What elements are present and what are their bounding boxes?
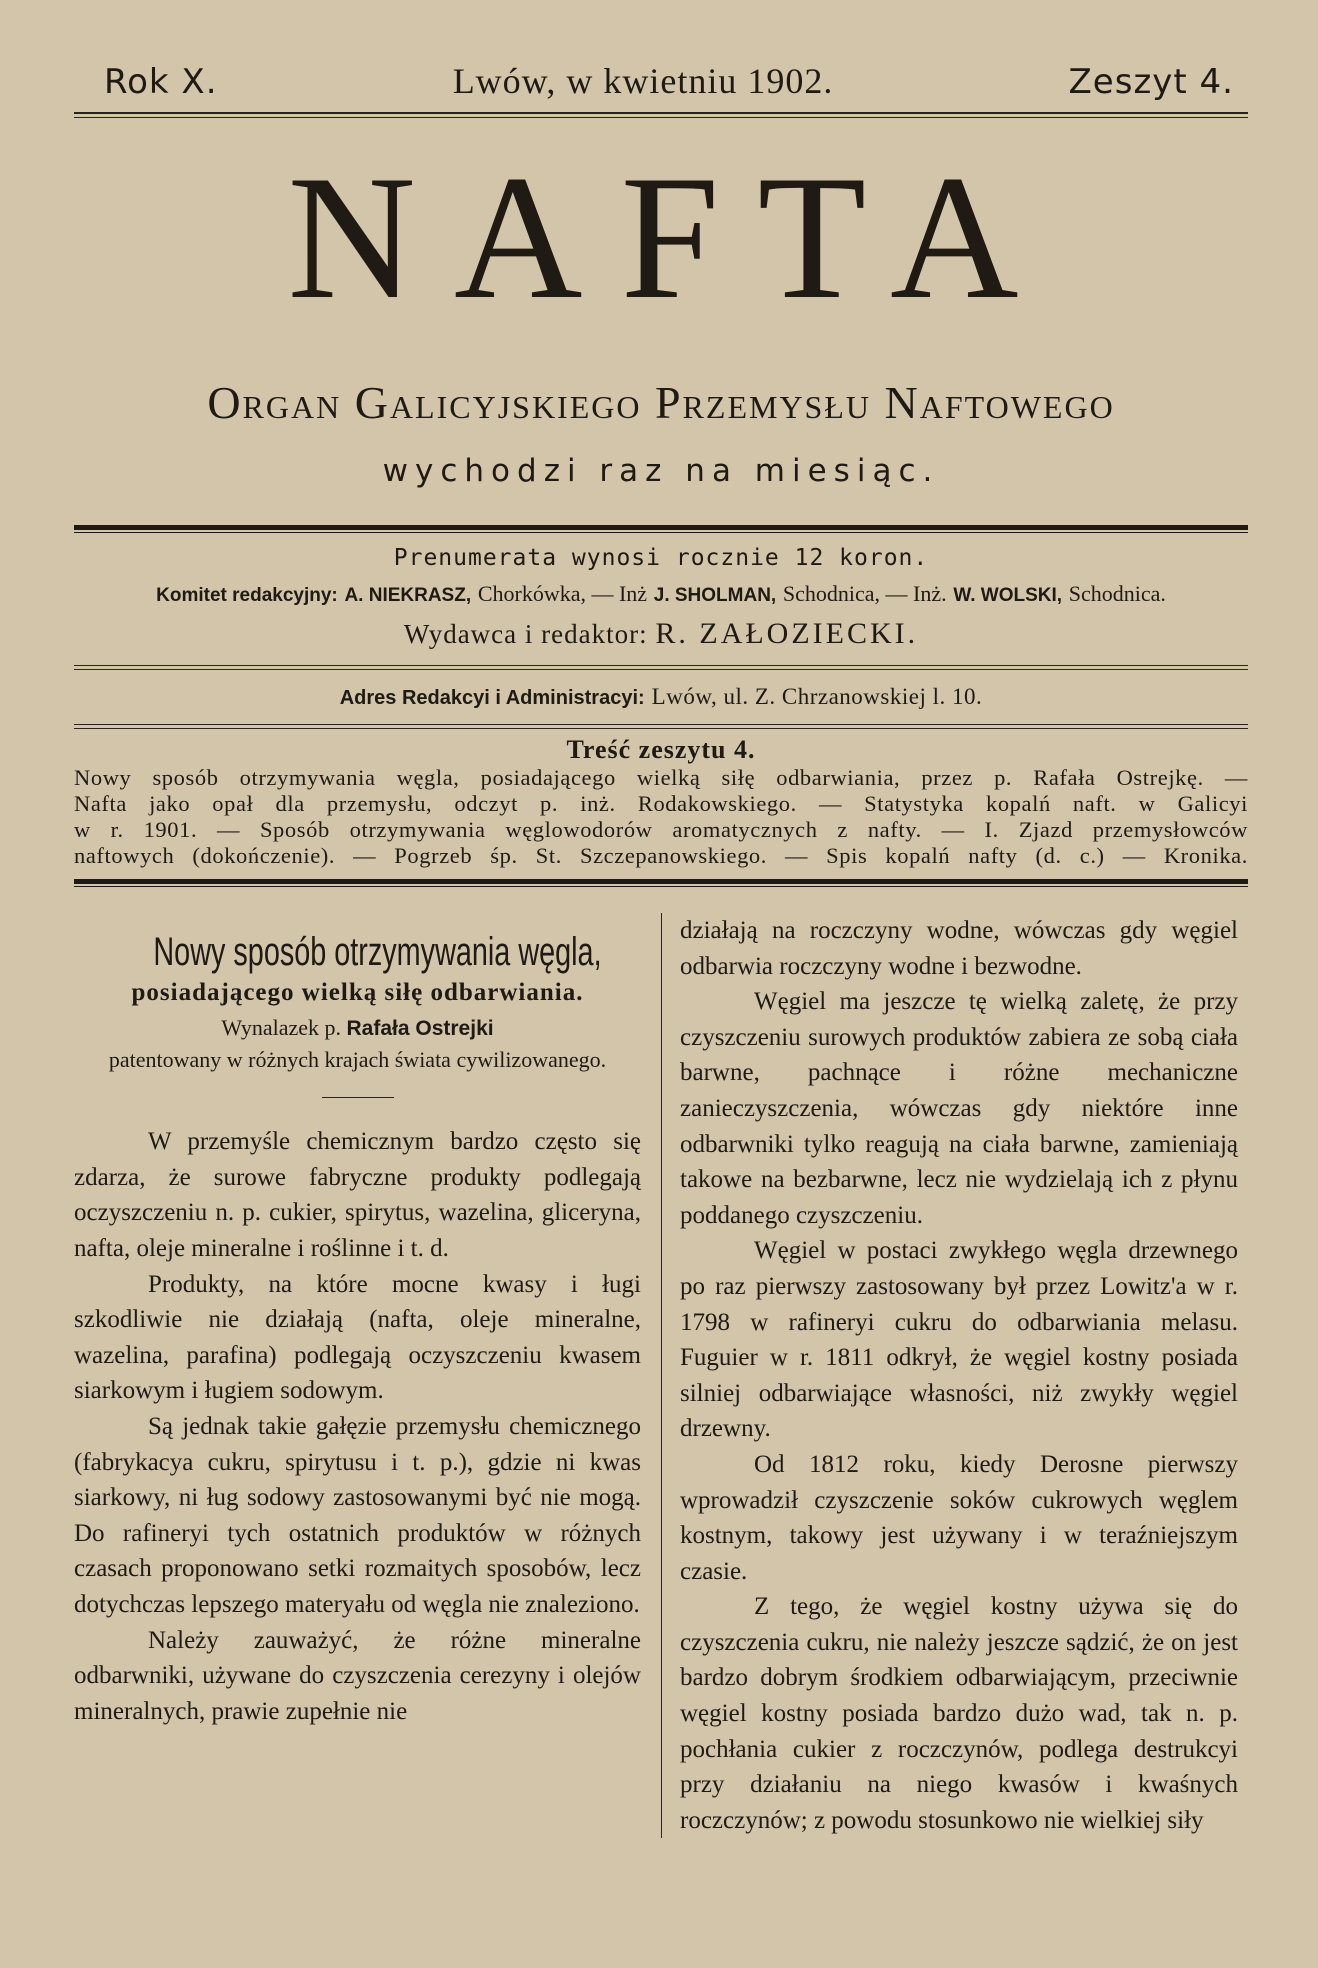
- masthead-rule: [74, 525, 1248, 533]
- article-patent-note: patentowany w różnych krajach świata cywilizowanego.: [108, 1047, 607, 1073]
- article-paragraph: Produkty, na które mocne kwasy i ługi szkodliwie nie działają (nafta, oleje mineralne, wazelina, parafina) podlegają oczyszczeniu kwasem siarkowym i ługiem sodowym.: [74, 1270, 641, 1405]
- committee-member-3: W. WOLSKI,: [953, 585, 1063, 606]
- contents-rule: [74, 879, 1248, 887]
- address-line: [74, 684, 1248, 710]
- contents-line: Nowy sposób otrzymywania węgla, posiadającego wielką siłę odbarwiania, przez p. Rafała Ostrejkę. —: [74, 765, 1248, 790]
- address-value: Lwów, ul. Z. Chrzanowskiej l. 10.: [651, 684, 983, 709]
- contents-line: Nafta jako opał dla przemysłu, odczyt p. inż. Rodakowskiego. — Statystyka kopalń naft. w Galicyi: [74, 791, 1248, 816]
- article-subtitle: posiadającego wielką siłę odbarwiania.: [131, 978, 584, 1006]
- publisher-name: R. ZAŁOZIECKI.: [655, 617, 919, 650]
- committee-label: Komitet redakcyjny:: [156, 585, 338, 606]
- address-rule: [74, 724, 1248, 729]
- article-columns: [74, 913, 1248, 1838]
- frequency-note: wychodzi raz na miesiąc.: [382, 453, 940, 489]
- article-paragraph: działają na roczczyny wodne, wówczas gdy węgiel odbarwia roczczyny wodne i bezwodne.: [680, 917, 1238, 980]
- issue-number: Zeszyt 4.: [1068, 62, 1234, 102]
- publisher-label: Wydawca i redaktor:: [403, 619, 648, 649]
- subscription-note: Prenumerata wynosi rocznie 12 koron.: [393, 545, 929, 571]
- year-label: Rok X.: [104, 62, 218, 102]
- article-title: Nowy sposób otrzymywania węgla,: [153, 930, 602, 974]
- committee-member-1-place: Chorkówka, — Inż: [477, 581, 648, 606]
- contents-line: w r. 1901. — Sposób otrzymywania węglowodorów aromatycznych z nafty. — I. Zjazd przemysłowców: [74, 817, 1248, 842]
- editorial-committee: [74, 581, 1248, 607]
- article-paragraph: Węgiel ma jeszcze tę wielką zaletę, że przy czyszczeniu surowych produktów zabiera ze sobą ciała barwne, pachnące i różne mechaniczne zanieczyszczenia, wówczas gdy niektóre inne odbarwniki tylko reagują na ciała barwne, zamieniają takowe na bezbarwne, lecz nie wydzielają ich z płynu poddanego czyszczeniu.: [680, 988, 1238, 1229]
- committee-member-2: J. SHOLMAN,: [653, 585, 777, 606]
- place-date: Lwów, w kwietniu 1902.: [452, 61, 834, 101]
- right-column: [661, 913, 1238, 1838]
- article-paragraph: Węgiel w postaci zwykłego węgla drzewnego po raz pierwszy zastosowany był przez Lowitz'a w r. 1798 w rafineryi cukru do odbarwiania melasu. Fuguier w r. 1811 odkrył, że węgiel kostny posiada silniej odbarwiające własności, niż zwykły węgiel drzewny.: [680, 1237, 1238, 1443]
- address-label: Adres Redakcyi i Administracyi:: [339, 687, 645, 709]
- committee-member-1: A. NIEKRASZ,: [344, 585, 472, 606]
- issue-header: [74, 60, 1248, 102]
- article-paragraph: Należy zauważyć, że różne mineralne odbarwniki, używane do czyszczenia cerezyny i olejów mineralnych, prawie zupełnie nie: [74, 1626, 641, 1725]
- committee-member-3-place: Schodnica.: [1068, 581, 1166, 606]
- committee-member-2-place: Schodnica, — Inż.: [782, 581, 947, 606]
- article-paragraph: Od 1812 roku, kiedy Derosne pierwszy wprowadził czyszczenie soków cukrowych węglem kostnym, takowy jest używany i w teraźniejszym czasie.: [680, 1450, 1238, 1585]
- contents-list: [74, 765, 1248, 869]
- article-paragraph: W przemyśle chemicznym bardzo często się zdarza, że surowe fabryczne produkty podlegają oczyszczeniu n. p. cukier, spirytus, wazelina, gliceryna, nafta, oleje mineralne i roślinne i t. d.: [74, 1128, 641, 1262]
- publisher-line: [74, 617, 1248, 651]
- header-rule: [74, 112, 1248, 118]
- contents-title: Treść zeszytu 4.: [566, 735, 756, 764]
- article-paragraph: Są jednak takie gałęzie przemysłu chemicznego (fabrykacya cukru, spirytusu i t. p.), gdzie ni kwas siarkowy, ni ług sodowy zastosowanymi być nie mogą. Do rafineryi tych ostatnich produktów w różnych czasach proponowano setki rozmaitych sposobów, lecz dotychczas lepszego materyału od węgla nie znaleziono.: [74, 1412, 641, 1618]
- left-column: [74, 913, 651, 1838]
- organ-subtitle: Organ Galicyjskiego Przemysłu Naftowego: [207, 377, 1115, 428]
- inventor-label: Wynalazek p.: [221, 1015, 342, 1041]
- contents-line: naftowych (dokończenie). — Pogrzeb śp. St. Szczepanowskiego. — Spis kopalń nafty (d. c.) — Kronika.: [74, 843, 1248, 868]
- publisher-rule: [74, 665, 1248, 670]
- inventor-name: Rafała Ostrejki: [346, 1017, 494, 1041]
- article-divider: [322, 1097, 394, 1098]
- article-paragraph: Z tego, że węgiel kostny używa się do czyszczenia cukru, nie należy jeszcze sądzić, że on jest bardzo dobrym środkiem odbarwiającym, przeciwnie węgiel kostny posiada bardzo dużo wad, tak n. p. pochłania cukier z roczczynów, podlega destrukcyi przy działaniu na niego kwasów i kwaśnych roczczynów; z powodu stosunkowo nie wielkiej siły: [680, 1593, 1238, 1834]
- masthead-title: NAFTA: [287, 138, 1057, 336]
- article-inventor: [74, 1012, 641, 1045]
